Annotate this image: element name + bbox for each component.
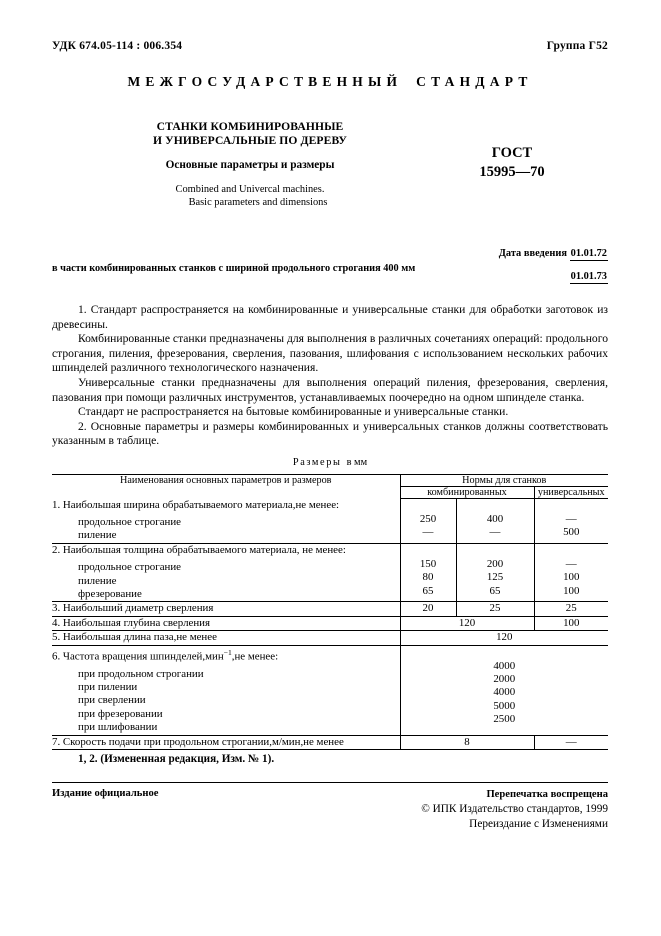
row-5-lead: 5. Наибольшая длина паза,не менее xyxy=(52,631,217,644)
introduction-date-block xyxy=(499,248,608,284)
introduction-date-row xyxy=(52,248,608,294)
row-2-c2-1: 125 xyxy=(486,571,504,584)
standard-band-word-1: МЕЖГОСУДАРСТВЕННЫЙ xyxy=(127,74,403,89)
row-6-val-1: 2000 xyxy=(493,672,516,685)
row-1-c3-1: 500 xyxy=(563,526,580,539)
header-combined: комбинированных xyxy=(400,487,534,499)
group-code: Группа Г52 xyxy=(546,40,608,52)
document-footer xyxy=(52,787,608,832)
row-6-val-0: 4000 xyxy=(493,659,516,672)
table-body xyxy=(52,499,608,750)
paragraph-5: 2. Основные параметры и размеры комбинированных и универсальных станков должны соответствовать указанным в таблице. xyxy=(52,419,608,448)
body-text xyxy=(52,303,608,449)
row-1-sub-0: продольное строгание xyxy=(78,515,182,528)
row-7-c3-0: — xyxy=(565,735,577,748)
row-6-val-3: 5000 xyxy=(493,699,516,712)
row-3-c1-0: 20 xyxy=(422,602,434,615)
row-7-lead: 7. Скорость подачи при продольном строгании,м/мин,не менее xyxy=(52,735,344,748)
row-1-c2-0: 400 xyxy=(486,513,504,525)
footer-official-edition: Издание официальное xyxy=(52,788,159,799)
header-universal: универсальных xyxy=(534,487,608,499)
introduction-date-label: Дата введения xyxy=(498,248,568,259)
row-1-universal xyxy=(534,499,608,544)
row-1-combined-b xyxy=(456,499,534,544)
row-1-c2-1: — xyxy=(489,526,501,539)
row-3-universal xyxy=(534,602,608,616)
standard-band-word-2: СТАНДАРТ xyxy=(416,74,533,89)
title-line-2: И УНИВЕРСАЛЬНЫЕ ПО ДЕРЕВУ xyxy=(153,134,347,147)
row-1-label xyxy=(52,499,400,544)
row-5-label xyxy=(52,631,400,645)
gost-label: ГОСТ xyxy=(491,145,533,161)
row-6-val-4: 2500 xyxy=(493,713,516,726)
parameters-table-wrap xyxy=(52,474,608,750)
row-2-sub-2: фрезерование xyxy=(78,587,142,600)
paragraph-3: Универсальные станки предназначены для выполнения операций пиления, фрезерования, сверления, пазования при помощи различных инструментов, устанавливаемых поочередно на одном шпинделе станка. xyxy=(52,375,608,404)
row-6-sub-3: при фрезеровании xyxy=(78,707,163,720)
row-6-lead-sup: −1 xyxy=(223,647,232,657)
row-2-combined-a xyxy=(400,543,456,602)
document-title xyxy=(95,120,405,148)
row-2-c1-1: 80 xyxy=(422,571,434,584)
row-6-all-span xyxy=(400,645,608,735)
row-2-combined-b xyxy=(456,543,534,602)
parameters-table xyxy=(52,474,608,750)
paragraph-1: 1. Стандарт распространяется на комбинированные и универсальные станки для обработки заготовок из древесины. xyxy=(52,303,608,331)
standard-type-band xyxy=(52,74,608,90)
row-4-label xyxy=(52,616,400,630)
row-6-lead-pre: 6. Частота вращения шпинделей,мин xyxy=(52,650,224,663)
table-caption xyxy=(52,457,608,468)
row-2-c3-2: 100 xyxy=(563,584,580,597)
header-norms: Нормы для станков xyxy=(400,475,608,487)
row-3-c2-0: 25 xyxy=(489,602,501,615)
row-6-sub-1: при пилении xyxy=(78,681,138,693)
row-2-c2-0: 200 xyxy=(486,557,504,570)
row-2-c3-1: 100 xyxy=(563,571,580,584)
row-6-label xyxy=(52,645,400,735)
document-subtitle: Основные параметры и размеры xyxy=(165,159,335,171)
footer-reissue: Переиздание с Изменениями xyxy=(469,818,608,830)
row-1-c3-0: — xyxy=(565,513,577,525)
introduction-date-value-2: 01.01.73 xyxy=(570,271,607,282)
row-4-combined-span: 120 xyxy=(400,616,534,630)
row-1-sub-1: пиление xyxy=(78,529,117,542)
paragraph-4: Стандарт не распространяется на бытовые комбинированные и универсальные станки. xyxy=(78,405,509,419)
row-2-lead: 2. Наибольшая толщина обрабатываемого материала, не менее: xyxy=(52,543,346,556)
udk-code: УДК 674.05-114 : 006.354 xyxy=(52,40,183,52)
table-row xyxy=(52,543,608,602)
introduction-date-value-1: 01.01.72 xyxy=(570,248,607,259)
row-1-combined-a xyxy=(400,499,456,544)
scope-note: в части комбинированных станков с шириной продольного строгания 400 мм xyxy=(52,263,416,274)
gost-number-block xyxy=(432,144,592,182)
row-1-c1-1: — xyxy=(422,526,434,539)
footer-reprint-prohibited: Перепечатка воспрещена xyxy=(486,789,608,800)
title-block xyxy=(95,120,405,209)
document-title-english xyxy=(95,184,405,209)
row-7-combined-span: 8 xyxy=(400,735,534,749)
footer-copyright-block xyxy=(421,787,608,832)
row-2-c1-0: 150 xyxy=(419,557,437,570)
table-row xyxy=(52,499,608,544)
footer-publisher: © ИПК Издательство стандартов, 1999 xyxy=(421,803,608,815)
row-2-universal xyxy=(534,543,608,602)
row-2-c3-0: — xyxy=(565,557,577,570)
row-4-lead: 4. Наибольшая глубина сверления xyxy=(52,616,210,629)
title-line-1: СТАНКИ КОМБИНИРОВАННЫЕ xyxy=(156,120,344,133)
row-4-universal xyxy=(534,616,608,630)
row-3-c3-0: 25 xyxy=(565,602,577,615)
table-row xyxy=(52,645,608,735)
row-2-c2-2: 65 xyxy=(489,584,501,597)
table-caption-main: Размеры xyxy=(292,457,342,468)
paragraph-2: Комбинированные станки предназначены для выполнения в различных сочетаниях операций: продольного строгания, пиления, фрезерования, сверления, пазования, шлифования с использованием нескольких рабочих шпинделей различного технологического назначения. xyxy=(52,332,608,375)
table-row xyxy=(52,631,608,645)
row-2-sub-0: продольное строгание xyxy=(78,561,182,574)
row-5-all-span: 120 xyxy=(400,631,608,645)
row-6-sub-2: при сверлении xyxy=(78,694,146,707)
row-4-c3-0: 100 xyxy=(563,616,580,629)
table-head xyxy=(52,475,608,499)
table-caption-unit: в мм xyxy=(346,457,368,468)
row-3-label xyxy=(52,602,400,616)
title-english-line-1: Combined and Univercal machines. xyxy=(175,184,325,195)
title-english-line-2: Basic parameters and dimensions xyxy=(188,196,328,208)
row-6-sub-4: при шлифовании xyxy=(78,721,158,734)
footer-divider xyxy=(52,782,608,783)
row-6-lead xyxy=(52,646,400,664)
row-2-label xyxy=(52,543,400,602)
header-parameters: Наименования основных параметров и размеров xyxy=(52,475,400,499)
row-6-sub-0: при продольном строгании xyxy=(78,667,204,680)
row-6-lead-post: ,не менее: xyxy=(231,650,279,663)
table-row xyxy=(52,616,608,630)
row-7-universal xyxy=(534,735,608,749)
row-2-sub-1: пиление xyxy=(78,574,117,587)
row-7-label xyxy=(52,735,400,749)
row-6-val-2: 4000 xyxy=(493,686,516,699)
row-3-combined-a xyxy=(400,602,456,616)
table-row xyxy=(52,735,608,749)
gost-number: 15995—70 xyxy=(479,164,545,180)
amendment-note: 1, 2. (Измененная редакция, Изм. № 1). xyxy=(78,753,275,765)
table-row xyxy=(52,602,608,616)
row-3-combined-b xyxy=(456,602,534,616)
row-3-lead: 3. Наибольший диаметр сверления xyxy=(52,602,214,615)
row-1-c1-0: 250 xyxy=(419,513,437,525)
row-1-lead: 1. Наибольшая ширина обрабатываемого материала,не менее: xyxy=(52,498,340,511)
row-2-c1-2: 65 xyxy=(422,584,434,597)
document-header-line xyxy=(52,40,608,52)
table-head-row-1 xyxy=(52,475,608,487)
